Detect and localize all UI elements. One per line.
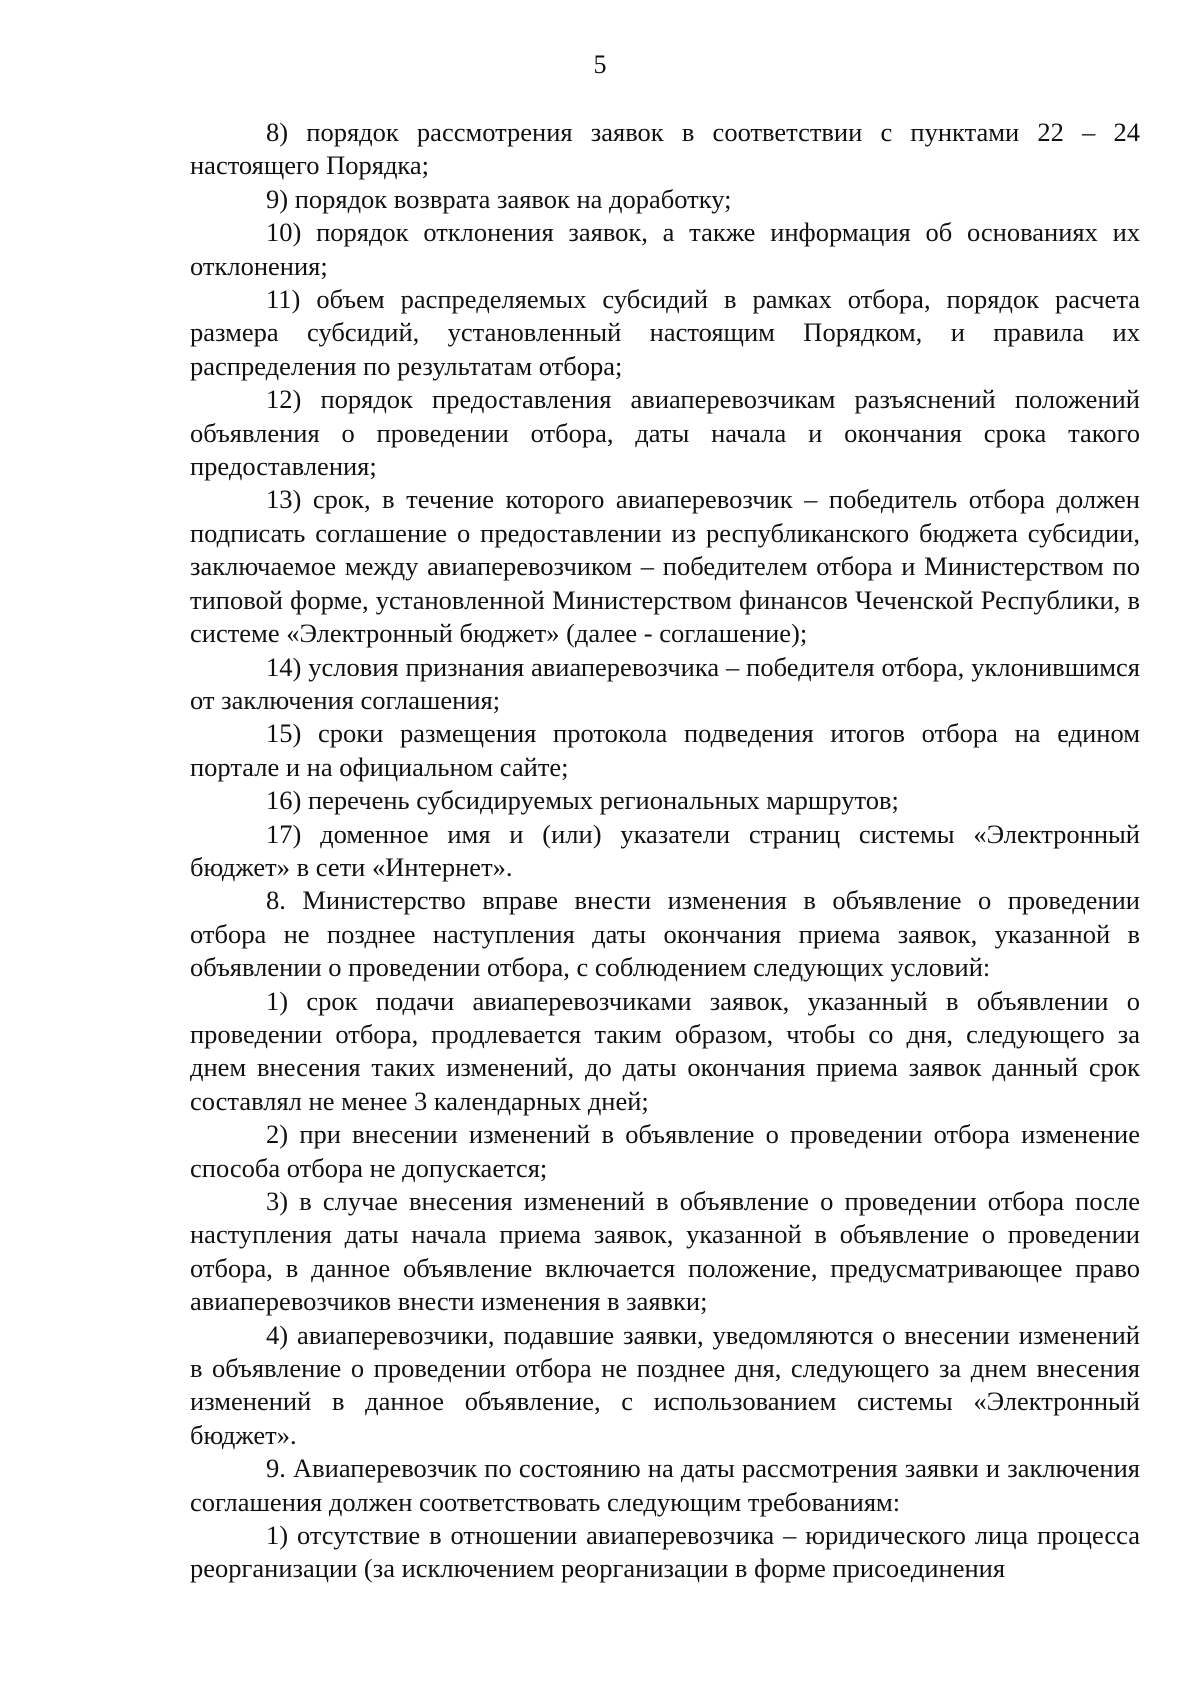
paragraph-condition-2: 2) при внесении изменений в объявление о проведении отбора изменение способа отбора не допускается;	[190, 1119, 1140, 1183]
paragraph-clause-9: 9. Авиаперевозчик по состоянию на даты рассмотрения заявки и заключения соглашения должен соответствовать следующим требованиям:	[190, 1453, 1140, 1517]
paragraph-item-10: 10) порядок отклонения заявок, а также информация об основаниях их отклонения;	[190, 217, 1140, 281]
paragraph-requirement-1: 1) отсутствие в отношении авиаперевозчика – юридического лица процесса реорганизации (за исключением реорганизации в форме присоединения	[190, 1520, 1140, 1584]
paragraph-item-8: 8) порядок рассмотрения заявок в соответствии с пунктами 22 – 24 настоящего Порядка;	[190, 117, 1140, 181]
paragraph-item-9: 9) порядок возврата заявок на доработку;	[266, 183, 732, 214]
paragraph-item-15: 15) сроки размещения протокола подведения итогов отбора на едином портале и на официальном сайте;	[190, 718, 1140, 782]
paragraph-item-12: 12) порядок предоставления авиаперевозчикам разъяснений положений объявления о проведении отбора, даты начала и окончания срока такого предоставления;	[190, 384, 1140, 482]
document-body	[190, 116, 1140, 1586]
paragraph-condition-3: 3) в случае внесения изменений в объявление о проведении отбора после наступления даты начала приема заявок, указанной в объявление о проведении отбора, в данное объявление включается положение, предусматривающее право авиаперевозчиков внести изменения в заявки;	[190, 1186, 1140, 1317]
paragraph-clause-8: 8. Министерство вправе внести изменения в объявление о проведении отбора не позднее наступления даты окончания приема заявок, указанной в объявлении о проведении отбора, с соблюдением следующих условий:	[190, 885, 1140, 983]
paragraph-condition-4: 4) авиаперевозчики, подавшие заявки, уведомляются о внесении изменений в объявление о проведении отбора не позднее дня, следующего за днем внесения изменений в данное объявление, с использованием системы «Электронный бюджет».	[190, 1319, 1140, 1450]
paragraph-item-16: 16) перечень субсидируемых региональных маршрутов;	[266, 785, 899, 816]
page-number: 5	[593, 50, 607, 79]
paragraph-item-11: 11) объем распределяемых субсидий в рамках отбора, порядок расчета размера субсидий, установленный настоящим Порядком, и правила их распределения по результатам отбора;	[190, 284, 1140, 381]
paragraph-item-17: 17) доменное имя и (или) указатели страниц системы «Электронный бюджет» в сети «Интернет».	[190, 818, 1140, 882]
paragraph-item-14: 14) условия признания авиаперевозчика – победителя отбора, уклонившимся от заключения соглашения;	[190, 651, 1140, 715]
paragraph-item-13: 13) срок, в течение которого авиаперевозчик – победитель отбора должен подписать соглашение о предоставлении из республиканского бюджета субсидии, заключаемое между авиаперевозчиком – победителем отбора и Министерством по типовой форме, установленной Министерством финансов Чеченской Республики, в системе «Электронный бюджет» (далее - соглашение);	[190, 484, 1140, 649]
paragraph-condition-1: 1) срок подачи авиаперевозчиками заявок, указанный в объявлении о проведении отбора, продлевается таким образом, чтобы со дня, следующего за днем внесения таких изменений, до даты окончания приема заявок данный срок составлял не менее 3 календарных дней;	[190, 985, 1140, 1116]
